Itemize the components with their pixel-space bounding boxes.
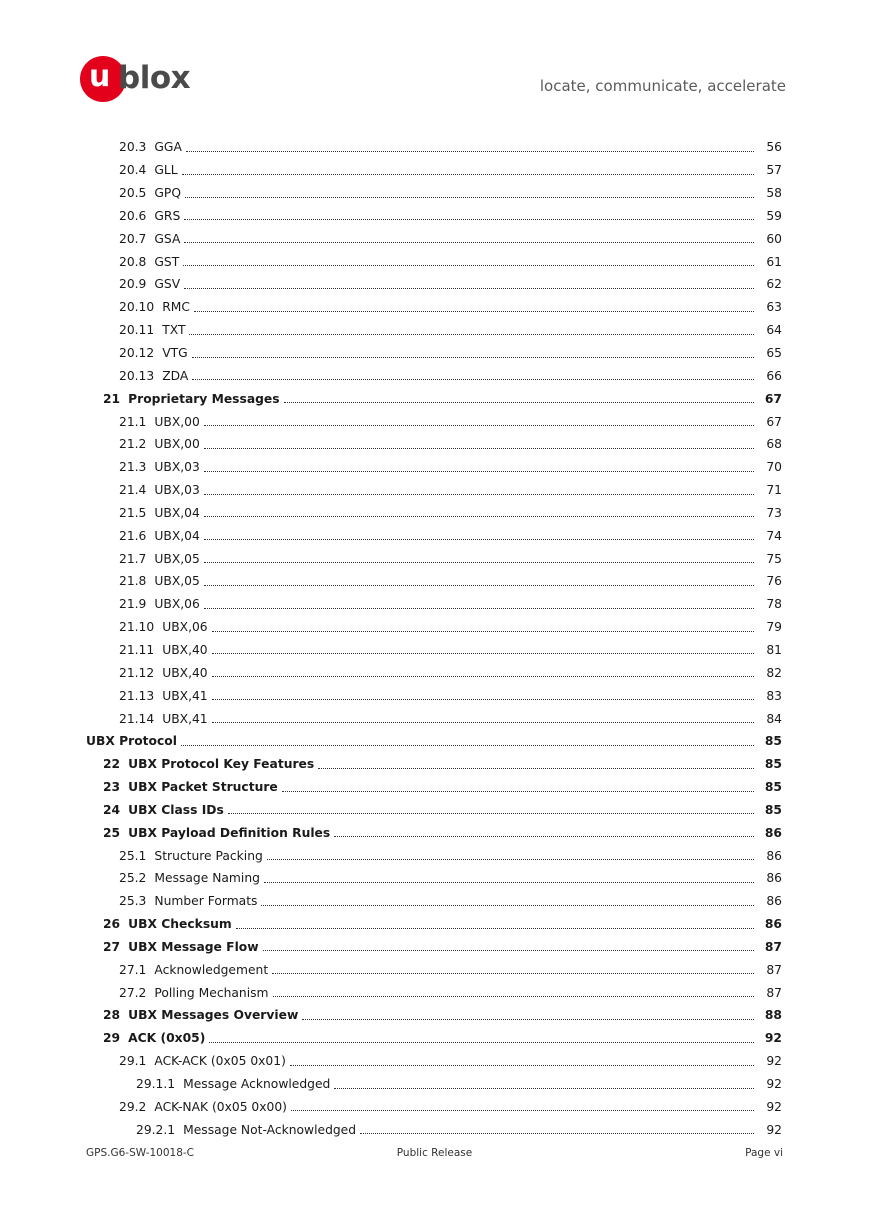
toc-entry-page: 92: [766, 1077, 782, 1092]
toc-entry-label: GSV: [154, 277, 181, 292]
toc-entry-title: [119, 871, 262, 885]
toc-entry-label: UBX,40: [162, 642, 208, 657]
dot-leader: [291, 1110, 754, 1111]
toc-entry-title: [119, 232, 182, 246]
dot-leader: [273, 996, 754, 997]
toc-entry-label: ACK-ACK (0x05 0x01): [154, 1054, 286, 1069]
toc-entry-title: [119, 574, 202, 588]
toc-entry-title: [119, 986, 271, 1000]
toc-entry[interactable]: [86, 776, 782, 799]
toc-entry-page: 71: [766, 483, 782, 498]
toc-entry-page: 62: [766, 277, 782, 292]
toc-entry-title: [119, 620, 210, 634]
toc-entry-title: [119, 163, 180, 177]
toc-entry[interactable]: [86, 821, 782, 844]
toc-entry-page: 86: [766, 848, 782, 863]
footer-doc-id: GPS.G6-SW-10018-C: [86, 1147, 195, 1159]
toc-entry-page: 78: [766, 597, 782, 612]
dot-leader: [318, 768, 754, 769]
toc-entry-page: 68: [766, 437, 782, 452]
toc-entry-number: 21.7: [119, 551, 147, 566]
toc-entry-number: 25.1: [119, 848, 147, 863]
toc-entry-label: UBX Protocol: [86, 734, 177, 749]
toc-entry-number: 27: [103, 939, 121, 954]
dot-leader: [334, 836, 754, 837]
toc-entry-label: GGA: [154, 140, 182, 155]
dot-leader: [284, 402, 754, 403]
toc-entry[interactable]: [86, 205, 782, 228]
dot-leader: [261, 905, 754, 906]
logo-text: blox: [118, 60, 191, 96]
toc-entry-label: GPQ: [154, 186, 182, 201]
toc-entry-page: 92: [766, 1099, 782, 1114]
toc-entry-title: [119, 255, 181, 269]
dot-leader: [185, 197, 754, 198]
toc-entry-label: UBX,00: [154, 437, 200, 452]
toc-entry-number: 29.2: [119, 1099, 147, 1114]
toc-entry-title: [119, 186, 183, 200]
toc-entry-title: [103, 803, 226, 817]
toc-entry-number: 20.8: [119, 254, 147, 269]
toc-entry-number: 21.14: [119, 711, 155, 726]
dot-leader: [212, 631, 754, 632]
dot-leader: [189, 334, 754, 335]
footer-classification: Public Release: [396, 1147, 473, 1159]
dot-leader: [212, 676, 754, 677]
dot-leader: [183, 265, 754, 266]
toc-entry[interactable]: [86, 798, 782, 821]
toc-entry-number: 20.4: [119, 163, 147, 178]
toc-entry[interactable]: [86, 159, 782, 182]
toc-entry-label: ZDA: [162, 368, 189, 383]
toc-entry-title: [86, 734, 179, 748]
toc-entry-label: RMC: [162, 300, 190, 315]
logo-letter: u: [89, 59, 111, 94]
toc-entry-number: 27.1: [119, 962, 147, 977]
toc-entry-page: 59: [766, 208, 782, 223]
toc-entry-page: 84: [766, 711, 782, 726]
toc-entry[interactable]: [86, 867, 782, 890]
dot-leader: [267, 859, 754, 860]
toc-entry-number: 20.9: [119, 277, 147, 292]
toc-entry-title: [103, 780, 280, 794]
toc-entry-title: [119, 552, 202, 566]
toc-entry-label: GST: [154, 254, 180, 269]
toc-entry-title: [119, 300, 192, 314]
toc-entry[interactable]: [86, 684, 782, 707]
toc-entry-title: [119, 597, 202, 611]
toc-entry-title: [103, 392, 282, 406]
dot-leader: [360, 1133, 754, 1134]
toc-entry-number: 25: [103, 825, 121, 840]
toc-entry-label: UBX Protocol Key Features: [128, 757, 315, 772]
toc-entry-title: [119, 963, 270, 977]
toc-entry-title: [103, 757, 316, 771]
toc-entry[interactable]: [86, 547, 782, 570]
toc-entry-title: [119, 894, 259, 908]
toc-entry-title: [119, 437, 202, 451]
toc-entry[interactable]: [86, 639, 782, 662]
toc-entry-page: 70: [766, 460, 782, 475]
toc-entry-number: 29.1: [119, 1054, 147, 1069]
toc-entry[interactable]: [86, 936, 782, 959]
toc-entry-page: 92: [766, 1122, 782, 1137]
toc-entry-title: [119, 483, 202, 497]
toc-entry[interactable]: [86, 1073, 782, 1096]
toc-entry[interactable]: [86, 410, 782, 433]
toc-entry-number: 21.6: [119, 528, 147, 543]
dot-leader: [212, 699, 754, 700]
toc-entry-page: 88: [764, 1008, 782, 1023]
toc-entry-label: UBX,04: [154, 528, 200, 543]
toc-entry-title: [119, 849, 265, 863]
toc-entry-label: GLL: [154, 163, 178, 178]
toc-entry-label: Message Not-Acknowledged: [183, 1122, 357, 1137]
toc-entry-page: 76: [766, 574, 782, 589]
toc-entry-title: [119, 209, 182, 223]
toc-entry-title: [119, 643, 210, 657]
toc-entry-label: ACK (0x05): [128, 1031, 206, 1046]
toc-entry-number: 20.3: [119, 140, 147, 155]
dot-leader: [182, 174, 754, 175]
dot-leader: [204, 539, 754, 540]
toc-entry-title: [119, 140, 184, 154]
toc-entry-label: Polling Mechanism: [154, 985, 269, 1000]
toc-entry[interactable]: [86, 227, 782, 250]
dot-leader: [184, 219, 754, 220]
toc-entry[interactable]: [86, 433, 782, 456]
toc-entry-number: 21.8: [119, 574, 147, 589]
toc-entry-number: 28: [103, 1008, 121, 1023]
toc-entry-number: 29: [103, 1031, 121, 1046]
toc-entry-number: 20.11: [119, 323, 155, 338]
toc-entry-page: 87: [766, 962, 782, 977]
toc-entry-title: [103, 1008, 300, 1022]
toc-entry[interactable]: [86, 456, 782, 479]
toc-entry-number: 21.13: [119, 688, 155, 703]
dot-leader: [228, 813, 754, 814]
toc-entry-title: [103, 940, 261, 954]
toc-entry[interactable]: [86, 364, 782, 387]
dot-leader: [272, 973, 754, 974]
toc-entry-number: 20.5: [119, 186, 147, 201]
toc-entry-page: 85: [764, 802, 782, 817]
toc-entry[interactable]: [86, 1118, 782, 1141]
toc-entry-title: [119, 529, 202, 543]
toc-entry-label: Number Formats: [154, 894, 258, 909]
toc-entry-title: [103, 917, 234, 931]
toc-entry[interactable]: [86, 502, 782, 525]
toc-entry-title: [119, 1054, 288, 1068]
toc-entry-page: 57: [766, 163, 782, 178]
toc-entry-label: UBX Payload Definition Rules: [128, 825, 331, 840]
toc-entry-label: UBX,06: [154, 597, 200, 612]
toc-entry-number: 21.2: [119, 437, 147, 452]
dot-leader: [209, 1042, 754, 1043]
toc-entry-number: 21.4: [119, 483, 147, 498]
toc-entry-page: 79: [766, 620, 782, 635]
toc-entry-page: 66: [766, 368, 782, 383]
toc-entry[interactable]: [86, 593, 782, 616]
toc-entry-number: 20.13: [119, 368, 155, 383]
toc-entry-label: UBX,05: [154, 551, 200, 566]
toc-entry-page: 86: [766, 894, 782, 909]
toc-entry-page: 67: [764, 391, 782, 406]
toc-entry-label: VTG: [162, 346, 188, 361]
toc-entry-title: [119, 277, 182, 291]
dot-leader: [263, 950, 754, 951]
toc-entry-label: UBX,41: [162, 711, 208, 726]
toc-entry-label: UBX,03: [154, 460, 200, 475]
toc-entry-page: 85: [764, 780, 782, 795]
toc-entry[interactable]: [86, 524, 782, 547]
toc-entry-title: [119, 506, 202, 520]
toc-entry-page: 86: [764, 917, 782, 932]
toc-entry-label: TXT: [162, 323, 186, 338]
toc-entry-number: 25.2: [119, 871, 147, 886]
dot-leader: [204, 425, 754, 426]
toc-entry[interactable]: [86, 1050, 782, 1073]
toc-entry-number: 21.11: [119, 642, 155, 657]
toc-entry-title: [119, 689, 210, 703]
dot-leader: [212, 722, 754, 723]
toc-entry-title: [119, 346, 190, 360]
toc-entry-number: 20.6: [119, 208, 147, 223]
toc-entry-label: UBX,41: [162, 688, 208, 703]
toc-entry[interactable]: [86, 296, 782, 319]
toc-entry-page: 61: [766, 254, 782, 269]
toc-entry-page: 92: [764, 1031, 782, 1046]
dot-leader: [236, 928, 754, 929]
toc-entry-number: 27.2: [119, 985, 147, 1000]
toc-entry-number: 21: [103, 391, 121, 406]
toc-entry-page: 85: [764, 734, 782, 749]
toc-entry[interactable]: [86, 387, 782, 410]
toc-entry-page: 67: [766, 414, 782, 429]
toc-entry-title: [103, 826, 332, 840]
toc-entry-page: 85: [764, 757, 782, 772]
dot-leader: [186, 151, 754, 152]
dot-leader: [204, 494, 754, 495]
toc-entry[interactable]: [86, 890, 782, 913]
toc-entry-page: 73: [766, 505, 782, 520]
toc-entry[interactable]: [86, 136, 782, 159]
toc-entry-title: [119, 323, 187, 337]
dot-leader: [192, 379, 754, 380]
toc-entry-number: 21.5: [119, 505, 147, 520]
toc-entry[interactable]: [86, 1027, 782, 1050]
toc-entry-label: GRS: [154, 208, 181, 223]
ublox-logo: [80, 54, 220, 106]
dot-leader: [204, 562, 754, 563]
toc-entry-label: Message Acknowledged: [183, 1077, 331, 1092]
toc-entry-number: 21.9: [119, 597, 147, 612]
toc-entry-page: 64: [766, 323, 782, 338]
dot-leader: [290, 1065, 754, 1066]
toc-entry-label: UBX Message Flow: [128, 939, 259, 954]
toc-entry-label: UBX Messages Overview: [128, 1008, 299, 1023]
toc-entry[interactable]: [86, 250, 782, 273]
toc-entry-label: Acknowledgement: [154, 962, 269, 977]
dot-leader: [302, 1019, 754, 1020]
toc-entry-label: Structure Packing: [154, 848, 263, 863]
toc-entry-page: 81: [766, 642, 782, 657]
toc-entry-number: 22: [103, 757, 121, 772]
toc-entry[interactable]: [86, 182, 782, 205]
toc-entry[interactable]: [86, 570, 782, 593]
toc-entry-number: 21.3: [119, 460, 147, 475]
dot-leader: [184, 242, 754, 243]
toc-entry-title: [119, 1100, 289, 1114]
dot-leader: [264, 882, 754, 883]
toc-entry-page: 87: [764, 939, 782, 954]
toc-entry-page: 87: [766, 985, 782, 1000]
toc-entry[interactable]: [86, 981, 782, 1004]
toc-entry[interactable]: [86, 730, 782, 753]
toc-entry-number: 24: [103, 802, 121, 817]
dot-leader: [212, 653, 754, 654]
dot-leader: [204, 516, 754, 517]
toc-entry-number: 20.12: [119, 346, 155, 361]
toc-entry[interactable]: [86, 753, 782, 776]
dot-leader: [184, 288, 754, 289]
toc-entry-label: UBX,03: [154, 483, 200, 498]
toc-entry-page: 92: [766, 1054, 782, 1069]
table-of-contents: [86, 136, 782, 1141]
toc-entry-label: UBX,00: [154, 414, 200, 429]
dot-leader: [194, 311, 754, 312]
toc-entry-label: UBX Class IDs: [128, 802, 224, 817]
dot-leader: [204, 585, 754, 586]
toc-entry-label: Message Naming: [154, 871, 260, 886]
toc-entry-page: 65: [766, 346, 782, 361]
toc-entry[interactable]: [86, 342, 782, 365]
toc-entry-number: 21.12: [119, 665, 155, 680]
toc-entry-number: 26: [103, 917, 121, 932]
toc-entry-label: UBX Checksum: [128, 917, 232, 932]
toc-entry-title: [119, 415, 202, 429]
toc-entry-page: 86: [766, 871, 782, 886]
toc-entry-title: [136, 1123, 358, 1137]
toc-entry-number: 20.10: [119, 300, 155, 315]
dot-leader: [204, 448, 754, 449]
dot-leader: [181, 745, 754, 746]
toc-entry-page: 74: [766, 528, 782, 543]
toc-entry-number: 21.1: [119, 414, 147, 429]
toc-entry-label: UBX Packet Structure: [128, 780, 278, 795]
toc-entry-number: 29.1.1: [136, 1077, 176, 1092]
dot-leader: [282, 791, 754, 792]
toc-entry-number: 29.2.1: [136, 1122, 176, 1137]
toc-entry-title: [136, 1077, 332, 1091]
dot-leader: [334, 1088, 754, 1089]
toc-entry[interactable]: [86, 661, 782, 684]
toc-entry[interactable]: [86, 616, 782, 639]
toc-entry-page: 86: [764, 825, 782, 840]
toc-entry-page: 63: [766, 300, 782, 315]
toc-entry-number: 23: [103, 780, 121, 795]
toc-entry-title: [119, 712, 210, 726]
toc-entry-page: 58: [766, 186, 782, 201]
toc-entry-label: UBX,04: [154, 505, 200, 520]
toc-entry[interactable]: [86, 479, 782, 502]
toc-entry-page: 56: [766, 140, 782, 155]
toc-entry-label: ACK-NAK (0x05 0x00): [154, 1099, 287, 1114]
toc-entry-page: 83: [766, 688, 782, 703]
footer-page-label: Page vi: [745, 1147, 783, 1159]
toc-entry[interactable]: [86, 913, 782, 936]
toc-entry[interactable]: [86, 1095, 782, 1118]
toc-entry-page: 82: [766, 665, 782, 680]
toc-entry-page: 60: [766, 231, 782, 246]
dot-leader: [204, 471, 754, 472]
dot-leader: [192, 357, 754, 358]
toc-entry-label: UBX,06: [162, 620, 208, 635]
dot-leader: [204, 608, 754, 609]
toc-entry[interactable]: [86, 844, 782, 867]
toc-entry-title: [119, 369, 190, 383]
toc-entry-title: [119, 460, 202, 474]
toc-entry[interactable]: [86, 319, 782, 342]
toc-entry-number: 21.10: [119, 620, 155, 635]
toc-entry-title: [119, 666, 210, 680]
toc-entry-label: UBX,40: [162, 665, 208, 680]
tagline: locate, communicate, accelerate: [539, 77, 786, 95]
toc-entry-number: 25.3: [119, 894, 147, 909]
toc-entry-label: GSA: [154, 231, 181, 246]
toc-entry[interactable]: [86, 1004, 782, 1027]
toc-entry-label: Proprietary Messages: [128, 391, 280, 406]
toc-entry-label: UBX,05: [154, 574, 200, 589]
toc-entry[interactable]: [86, 273, 782, 296]
toc-entry[interactable]: [86, 707, 782, 730]
toc-entry-number: 20.7: [119, 231, 147, 246]
toc-entry-page: 75: [766, 551, 782, 566]
toc-entry-title: [103, 1031, 207, 1045]
toc-entry[interactable]: [86, 958, 782, 981]
